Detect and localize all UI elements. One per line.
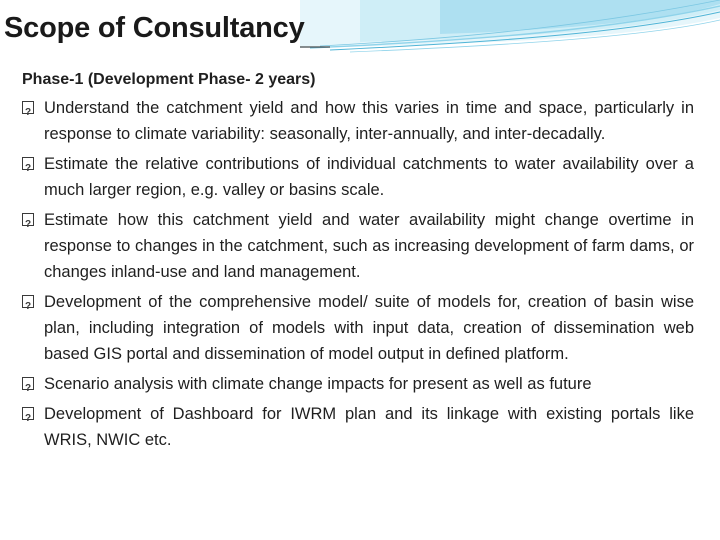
phase-heading: Phase-1 (Development Phase- 2 years) [22,71,316,88]
bullet-item [22,289,694,367]
bullet-text: Understand the catchment yield and how this varies in time and space, particularly in response to climate variability: seasonally, inter-annually, and inter-decadally. [44,99,694,143]
bullet-text: Development of the comprehensive model/ suite of models for, creation of basin wise plan, including integration of models with input data, creation of dissemination web based GIS portal and dissemination of model output in defined platform. [44,293,694,363]
slide-body [22,69,694,457]
page-title: Scope of Consultancy [4,12,305,44]
bullet-text: Estimate how this catchment yield and water availability might change overtime in response to changes in the catchment, such as increasing development of farm dams, or changes inland-use and land management. [44,211,694,281]
bullet-item [22,151,694,203]
bullet-item [22,95,694,147]
missing-glyph-box-icon [22,295,34,308]
missing-glyph-box-icon [22,157,34,170]
bullet-text: Development of Dashboard for IWRM plan and its linkage with existing portals like WRIS, NWIC etc. [44,405,694,449]
bullet-item [22,401,694,453]
missing-glyph-box-icon [22,377,34,390]
bullet-item [22,371,694,397]
bullet-text: Scenario analysis with climate change impacts for present as well as future [44,375,592,393]
bullet-item [22,207,694,285]
missing-glyph-box-icon [22,407,34,420]
bullet-text: Estimate the relative contributions of individual catchments to water availability over a much larger region, e.g. valley or basins scale. [44,155,694,199]
missing-glyph-box-icon [22,101,34,114]
missing-glyph-box-icon [22,213,34,226]
